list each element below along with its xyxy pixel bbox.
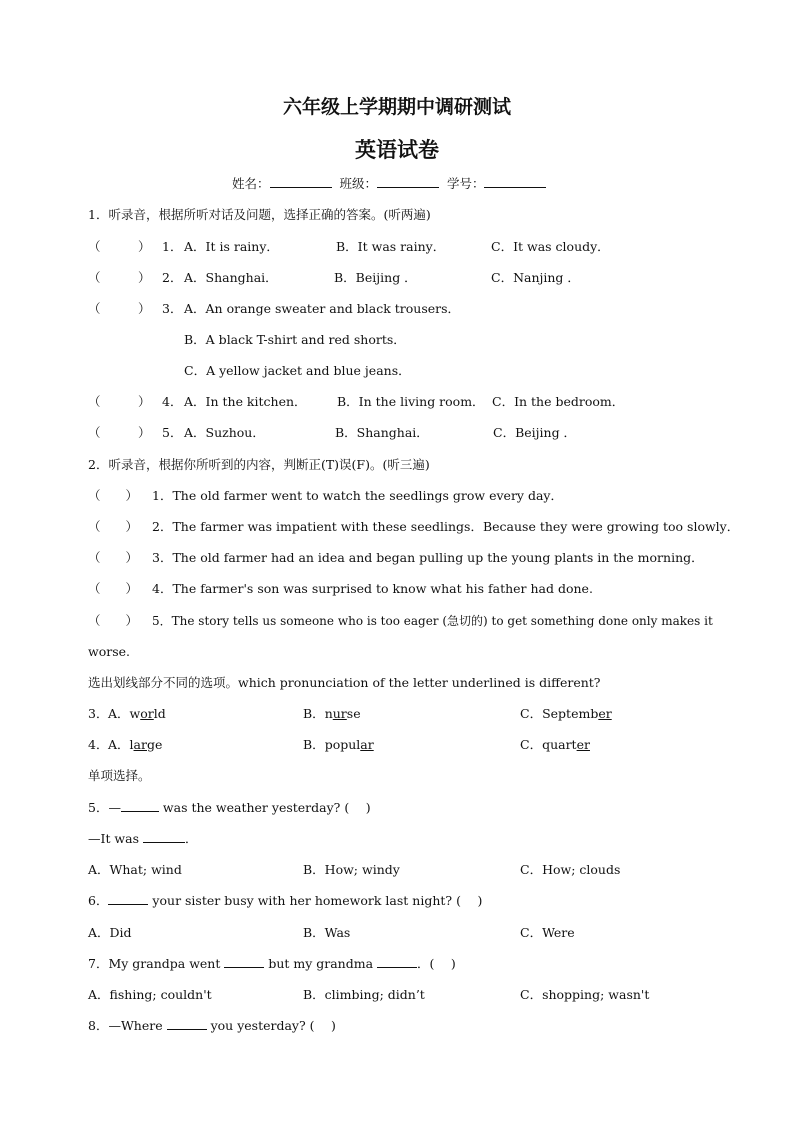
answer-paren[interactable]: （ ） xyxy=(88,270,151,285)
judgement-item-5 xyxy=(88,610,713,632)
listening-question-4 xyxy=(88,391,708,413)
question-stem-end: you yesterday? ( ) xyxy=(206,1018,336,1033)
option-b[interactable]: B．Was xyxy=(303,925,351,940)
answer-blank[interactable] xyxy=(108,890,148,905)
choice-options-5 xyxy=(88,859,708,881)
option-c[interactable]: C．How; clouds xyxy=(520,862,621,877)
answer-paren[interactable]: （ ） xyxy=(88,613,139,628)
question-stem-rest: was the weather yesterday? ( ) xyxy=(158,800,371,815)
pronunciation-question-3 xyxy=(88,703,708,725)
question-number: 3． xyxy=(162,301,183,316)
statement-continuation: worse. xyxy=(88,644,130,659)
pronunciation-question-4 xyxy=(88,734,708,756)
exam-title: 六年级上学期期中调研测试 xyxy=(282,96,511,118)
statement-text: 4．The farmer's son was surprised to know what his father had done. xyxy=(152,581,593,596)
answer-blank[interactable] xyxy=(224,953,264,968)
question-number: 2． xyxy=(162,270,183,285)
judgement-item-3 xyxy=(88,547,708,569)
name-field[interactable] xyxy=(270,173,332,188)
section3-heading: 选出划线部分不同的选项。which pronunciation of the letter underlined is different? xyxy=(88,675,601,690)
option-c: C．September xyxy=(520,706,612,721)
statement-text: 2．The farmer was impatient with these seedlings．Because they were growing too slowly． xyxy=(152,519,740,534)
exam-subtitle: 英语试卷 xyxy=(355,138,439,162)
question-stem: your sister busy with her homework last night? ( ) xyxy=(148,893,483,908)
section2-heading: 2．听录音，根据你所听到的内容，判断正(T)误(F)。(听三遍) xyxy=(88,457,430,472)
statement-text: 3．The old farmer had an idea and began pulling up the young plants in the morning． xyxy=(152,550,704,565)
answer-paren[interactable]: （ ） xyxy=(88,488,139,503)
option-b: B．nurse xyxy=(303,706,361,721)
underlined-letters: or xyxy=(140,706,154,721)
judgement-item-1 xyxy=(88,485,708,507)
statement-text: 5．The story tells us someone who is too eager (急切的) to get something done only makes it xyxy=(152,614,713,628)
answer-paren[interactable]: （ ） xyxy=(88,581,139,596)
underlined-letters: ar xyxy=(133,737,147,752)
section1-heading: 1．听录音，根据所听对话及问题，选择正确的答案。(听两遍) xyxy=(88,207,431,222)
number-label: 学号： xyxy=(446,176,485,191)
choice-options-6 xyxy=(88,922,708,944)
option-a[interactable]: A．fishing; couldn't xyxy=(88,987,212,1002)
option-a: A．world xyxy=(108,706,166,721)
class-field[interactable] xyxy=(377,173,439,188)
option-a: A．Suzhou． xyxy=(184,425,265,440)
judgement-item-2 xyxy=(88,516,740,538)
option-a: A．In the kitchen． xyxy=(184,394,307,409)
option-b: B．popular xyxy=(303,737,374,752)
response-text: —It was xyxy=(88,831,143,846)
option-c: C．Beijing ． xyxy=(493,425,577,440)
option-c: C．It was cloudy． xyxy=(491,239,610,254)
option-c: C．In the bedroom． xyxy=(492,394,625,409)
underlined-letters: ar xyxy=(360,737,374,752)
response-end: ． xyxy=(184,831,198,846)
option-b: B．It was rainy． xyxy=(336,239,446,254)
answer-paren[interactable]: （ ） xyxy=(88,425,151,440)
listening-question-2 xyxy=(88,267,708,289)
question-stem: 8．—Where xyxy=(88,1018,167,1033)
statement-text: 1．The old farmer went to watch the seedlings grow every day． xyxy=(152,488,563,503)
choice-question-5 xyxy=(88,797,371,819)
answer-paren[interactable]: （ ） xyxy=(88,394,151,409)
option-b: B．Beijing ． xyxy=(334,270,417,285)
option-c[interactable]: C．shopping; wasn't xyxy=(520,987,650,1002)
question-stem-end: ．( ) xyxy=(417,956,456,971)
student-info-row xyxy=(232,173,546,195)
option-c: C．quarter xyxy=(520,737,590,752)
underlined-letters: er xyxy=(598,706,612,721)
option-a: A．Shanghai． xyxy=(184,270,278,285)
choice-question-8 xyxy=(88,1015,336,1037)
option-b: B．In the living room． xyxy=(337,394,485,409)
answer-blank[interactable] xyxy=(143,828,185,843)
question-number: 6． xyxy=(88,893,109,908)
question-number: 3． xyxy=(88,706,109,721)
question-number: 1． xyxy=(162,239,183,254)
class-label: 班级： xyxy=(339,176,377,191)
name-label: 姓名： xyxy=(232,176,270,191)
option-b: B．Shanghai． xyxy=(335,425,429,440)
option-a[interactable]: A．Did xyxy=(88,925,132,940)
underlined-letters: er xyxy=(576,737,590,752)
answer-blank[interactable] xyxy=(377,953,417,968)
option-b[interactable]: B．How; windy xyxy=(303,862,400,877)
question-number: 4． xyxy=(162,394,183,409)
answer-paren[interactable]: （ ） xyxy=(88,301,151,316)
question-number: 4． xyxy=(88,737,109,752)
choice-options-7 xyxy=(88,984,708,1006)
answer-blank[interactable] xyxy=(167,1015,207,1030)
option-a: A．It is rainy． xyxy=(184,239,279,254)
judgement-item-4 xyxy=(88,578,708,600)
option-c: C．A yellow jacket and blue jeans． xyxy=(184,363,411,378)
answer-paren[interactable]: （ ） xyxy=(88,550,139,565)
option-a[interactable]: A．What; wind xyxy=(88,862,182,877)
listening-question-1 xyxy=(88,236,708,258)
option-b: B．A black T-shirt and red shorts． xyxy=(184,332,406,347)
underlined-letters: ur xyxy=(332,706,347,721)
choice-question-7 xyxy=(88,953,456,975)
section4-heading: 单项选择。 xyxy=(88,768,151,783)
question-stem: 7．My grandpa went xyxy=(88,956,225,971)
answer-paren[interactable]: （ ） xyxy=(88,519,139,534)
question-stem: 5．— xyxy=(88,800,121,815)
option-a: A．An orange sweater and black trousers． xyxy=(184,301,461,316)
option-c: C．Nanjing ． xyxy=(491,270,580,285)
question-stem-mid: but my grandma xyxy=(264,956,378,971)
listening-question-3 xyxy=(88,298,708,320)
option-a: A．large xyxy=(108,737,163,752)
choice-question-6 xyxy=(88,890,482,912)
answer-paren[interactable]: （ ） xyxy=(88,239,151,254)
student-number-field[interactable] xyxy=(484,173,546,188)
option-b[interactable]: B．climbing; didn’t xyxy=(303,987,425,1002)
answer-blank[interactable] xyxy=(121,797,159,812)
question-number: 5． xyxy=(162,425,183,440)
option-c[interactable]: C．Were xyxy=(520,925,575,940)
choice-question-5-response xyxy=(88,828,198,850)
listening-question-5 xyxy=(88,422,708,444)
